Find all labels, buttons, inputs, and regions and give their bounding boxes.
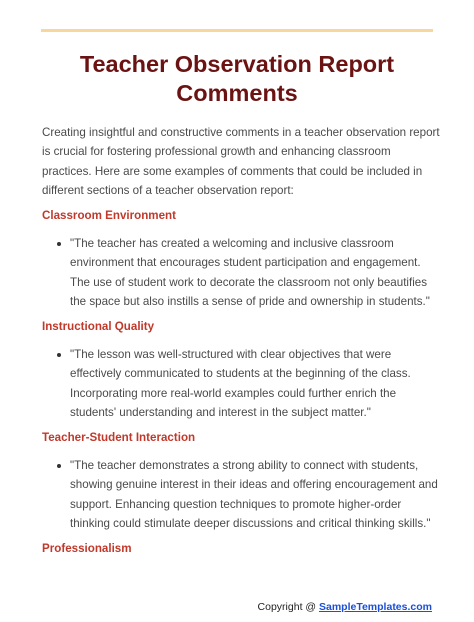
section-heading-classroom-environment: Classroom Environment — [42, 209, 177, 222]
title-line-1: Teacher Observation Report — [79, 51, 395, 77]
section-heading-teacher-student-interaction: Teacher-Student Interaction — [42, 431, 196, 444]
top-divider — [41, 29, 433, 32]
copyright-label: Copyright @ — [257, 601, 319, 613]
intro-paragraph: Creating insightful and constructive comments in a teacher observation report is crucial for fostering professional growth and enhancing classroom practices. Here are some examples of comments that could be included in different sections of a teacher observation report: — [42, 126, 440, 198]
bullet-icon — [57, 464, 61, 468]
title-line-2: Comments — [176, 80, 298, 106]
footer-site-link[interactable]: SampleTemplates.com — [318, 601, 432, 613]
comment-instructional-quality: "The lesson was well-structured with clear objectives that were effectively communicated to students at the beginning of the class. Incorporating more real-world examples could further enrich the students' understanding and interest in the subject matter." — [70, 348, 411, 420]
section-heading-professionalism: Professionalism — [42, 542, 132, 555]
comment-teacher-student-interaction: "The teacher demonstrates a strong ability to connect with students, showing genuine interest in their ideas and offering encouragement and support. Enhancing question techniques to promote higher-order thinking could stimulate deeper discussions and critical thinking skills." — [70, 459, 438, 531]
page-title — [20, 50, 454, 108]
bullet-icon — [57, 353, 61, 357]
footer-copyright — [258, 600, 432, 614]
bullet-icon — [57, 242, 61, 246]
comment-classroom-environment: "The teacher has created a welcoming and inclusive classroom environment that encourages student participation and engagement. The use of student work to decorate the classroom not only beautifies the space but also instills a sense of pride and ownership in students." — [70, 237, 430, 309]
section-heading-instructional-quality: Instructional Quality — [42, 320, 155, 333]
